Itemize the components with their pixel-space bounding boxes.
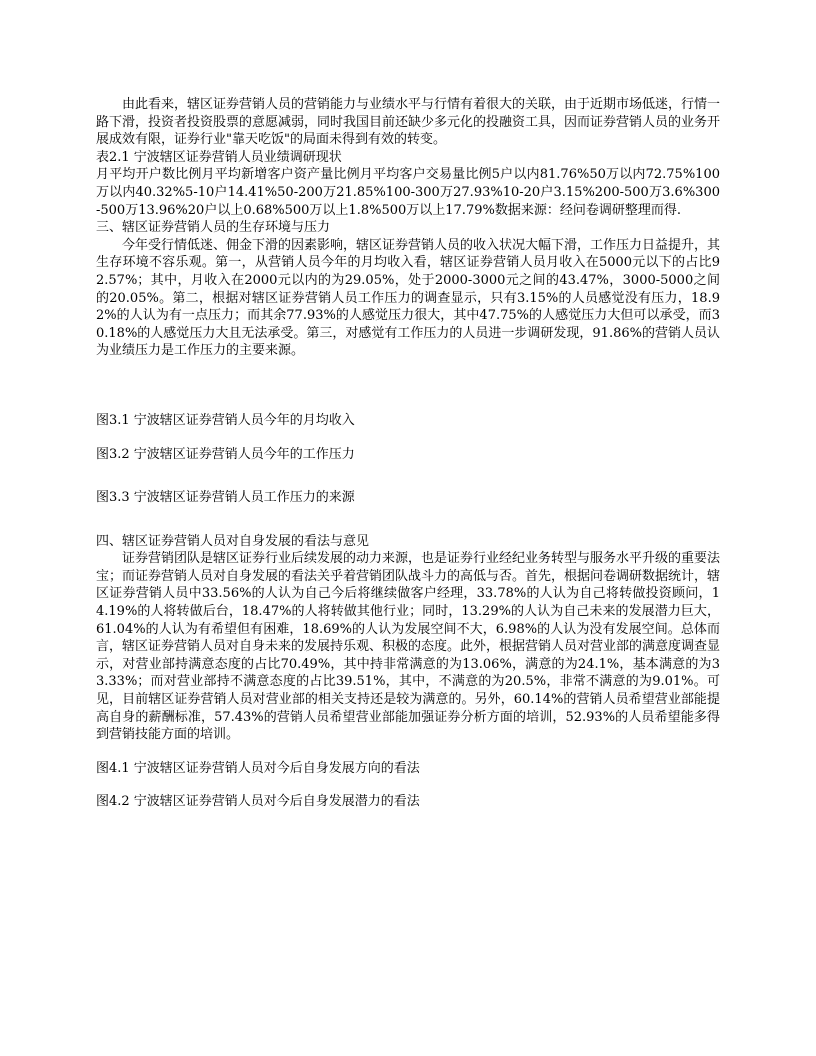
table-title: 表2.1 宁波辖区证券营销人员业绩调研现状 bbox=[96, 149, 342, 165]
figure-3-2-caption: 图3.2 宁波辖区证券营销人员今年的工作压力 bbox=[96, 446, 355, 462]
figure-3-1-caption: 图3.1 宁波辖区证券营销人员今年的月均收入 bbox=[96, 412, 355, 428]
figure-4-2-caption: 图4.2 宁波辖区证券营销人员对今后自身发展潜力的看法 bbox=[96, 794, 420, 810]
section-4-paragraph: 证券营销团队是辖区证券行业后续发展的动力来源，也是证券行业经纪业务转型与服务水平升级的重要法宝；而证券营销人员对自身发展的看法关乎着营销团队战斗力的高低与否。首先，根据问卷调研数据统计，辖区证券营销人员中33.56%的人认为自己今后将继续做客户经理，33.78%的人认为自己将转做投资顾问，14.19%的人将转做后台，18.47%的人将转做其他行业；同时，13.29%的人认为自己未来的发展潜力巨大，61.04%的人认为有希望但有困难，18.69%的人认为发展空间不大，6.98%的人认为没有发展空间。总体而言，辖区证券营销人员对自身未来的发展持乐观、积极的态度。此外，根据营销人员对营业部的满意度调查显示，对营业部持满意态度的占比70.49%，其中持非常满意的为13.06%，满意的为24.1%，基本满意的为33.33%；而对营业部持不满意态度的占比39.51%，其中，不满意的为20.5%，非常不满意的为9.01%。可见，目前辖区证券营销人员对营业部的相关支持还是较为满意的。另外，60.14%的营销人员希望营业部能提高自身的薪酬标准，57.43%的营销人员希望营业部能加强证券分析方面的培训，52.93%的人员希望能多得到营销技能方面的培训。 bbox=[96, 551, 721, 743]
section-3-heading: 三、辖区证券营销人员的生存环境与压力 bbox=[96, 220, 331, 236]
figure-placeholder-space bbox=[96, 507, 720, 533]
figure-placeholder-space bbox=[96, 777, 720, 793]
document-page bbox=[96, 96, 720, 811]
figure-placeholder-space bbox=[96, 463, 720, 489]
figure-placeholder-space bbox=[96, 430, 720, 446]
intro-paragraph: 由此看来，辖区证券营销人员的营销能力与业绩水平与行情有着很大的关联，由于近期市场低迷，行情一路下滑，投资者投资股票的意愿减弱，同时我国目前还缺少多元化的投融资工具，因而证券营销人员的业务开展成效有限，证券行业"靠天吃饭"的局面未得到有效的转变。 bbox=[96, 97, 721, 148]
figure-4-1-caption: 图4.1 宁波辖区证券营销人员对今后自身发展方向的看法 bbox=[96, 760, 420, 776]
figure-placeholder-space bbox=[96, 360, 720, 412]
figure-placeholder-space bbox=[96, 744, 720, 760]
figure-3-3-caption: 图3.3 宁波辖区证券营销人员工作压力的来源 bbox=[96, 490, 355, 506]
section-3-paragraph: 今年受行情低迷、佣金下滑的因素影响，辖区证券营销人员的收入状况大幅下滑，工作压力日益提升，其生存环境不容乐观。第一，从营销人员今年的月均收入看，辖区证券营销人员月收入在5000元以下的占比92.57%；其中，月收入在2000元以内的为29.05%，处于2000-3000元之间的43.47%，3000-5000之间的20.05%。第二，根据对辖区证券营销人员工作压力的调查显示，只有3.15%的人员感觉没有压力，18.92%的人认为有一点压力；而其余77.93%的人感觉压力很大，其中47.75%的人感觉压力大但可以承受，而30.18%的人感觉压力大且无法承受。第三，对感觉有工作压力的人员进一步调研发现，91.86%的营销人员认为业绩压力是工作压力的主要来源。 bbox=[96, 237, 721, 359]
section-4-heading: 四、辖区证券营销人员对自身发展的看法与意见 bbox=[96, 533, 370, 549]
table-flattened-text: 月平均开户数比例月平均新增客户资产量比例月平均客户交易量比例5户以内81.76%50万以内72.75%100万以内40.32%5-10户14.41%50-200万21.85%100-300万27.93%10-20户3.15%200-500万3.6%300-500万13.96%20户以上0.68%500万以上1.8%500万以上17.79%数据来源：经问卷调研整理而得. bbox=[96, 167, 720, 218]
